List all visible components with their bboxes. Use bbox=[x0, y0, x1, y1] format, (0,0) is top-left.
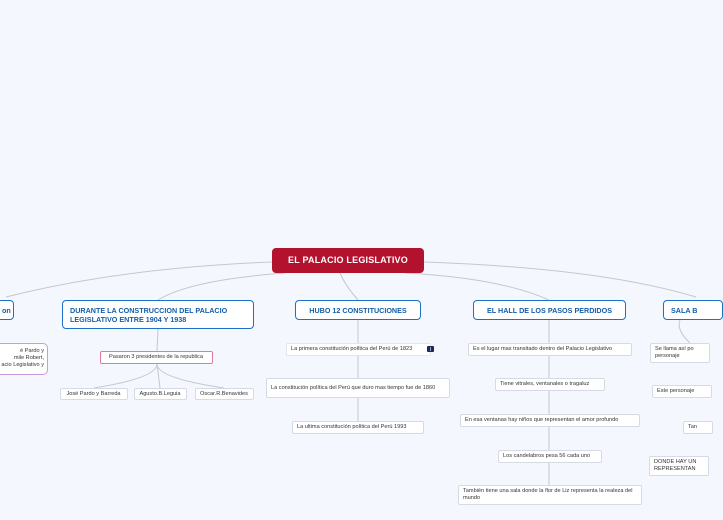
hall-item-label: En esa ventanas hay niños que representan el amor profundo bbox=[465, 417, 619, 423]
branch-construccion[interactable] bbox=[62, 300, 254, 329]
left-partial-note-line: acio Legislativo y bbox=[1, 362, 44, 368]
branch-sala[interactable] bbox=[663, 300, 723, 320]
left-partial-note-line: é Pardo y bbox=[20, 348, 44, 354]
sala-item[interactable] bbox=[649, 456, 709, 476]
president-item-label: José Pardo y Barreda bbox=[66, 390, 121, 397]
sala-item[interactable] bbox=[650, 343, 710, 363]
branch-left-partial[interactable] bbox=[0, 300, 14, 320]
hall-item[interactable] bbox=[495, 378, 605, 391]
sala-item[interactable] bbox=[683, 421, 713, 434]
constitucion-item-1823[interactable] bbox=[286, 343, 431, 356]
presidents-label[interactable] bbox=[100, 351, 213, 364]
constitucion-item-1860[interactable] bbox=[266, 378, 450, 398]
hall-item[interactable] bbox=[498, 450, 602, 463]
presidents-label-text: Pasaron 3 presidentes de la republica bbox=[109, 354, 203, 360]
branch-construccion-label: DURANTE LA CONSTRUCCION DEL PALACIO LEGISLATIVO ENTRE 1904 Y 1938 bbox=[70, 305, 228, 324]
hall-item[interactable] bbox=[458, 485, 642, 505]
president-item-leguia[interactable] bbox=[134, 388, 187, 400]
branch-left-partial-label: on bbox=[2, 305, 11, 315]
sala-item-label: Se llama así po personaje bbox=[655, 346, 694, 359]
hall-item-label: Es el lugar mas transitado dentro del Palacio Legislativo bbox=[473, 346, 612, 352]
sala-item-label: Este personaje bbox=[657, 388, 695, 394]
president-item-pardo[interactable] bbox=[60, 388, 128, 400]
constitucion-item-label: La ultima constitución política del Perú 1993 bbox=[297, 424, 407, 430]
sala-item-label: DONDE HAY UN REPRESENTAN bbox=[654, 459, 697, 472]
hall-item[interactable] bbox=[468, 343, 632, 356]
root-topic[interactable]: EL PALACIO LEGISLATIVO bbox=[272, 248, 424, 273]
book-icon bbox=[427, 346, 434, 352]
branch-hall-label: EL HALL DE LOS PASOS PERDIDOS bbox=[486, 305, 612, 315]
constitucion-item-label: La primera constitución política del Perú de 1823 bbox=[291, 346, 413, 352]
constitucion-item-1993[interactable] bbox=[292, 421, 424, 434]
hall-item-label: Los candelabros pesa 56 cada uno bbox=[503, 453, 591, 459]
branch-constituciones-label: HUBO 12 CONSTITUCIONES bbox=[309, 305, 407, 315]
left-partial-note-line: mile Robert, bbox=[13, 355, 44, 361]
sala-item-label: Tan bbox=[688, 424, 698, 430]
left-partial-note[interactable] bbox=[0, 343, 48, 375]
president-item-label: Oscar.R.Benavides bbox=[200, 390, 248, 397]
constitucion-item-label: La constitución política del Perú que duro mas tiempo fue de 1860 bbox=[271, 384, 436, 391]
hall-item[interactable] bbox=[460, 414, 640, 427]
hall-item-label: También tiene una sala donde la flor de Liz representa la realeza del mundo bbox=[463, 488, 633, 501]
sala-item[interactable] bbox=[652, 385, 712, 398]
president-item-benavides[interactable] bbox=[195, 388, 254, 400]
branch-hall-pasos-perdidos[interactable] bbox=[473, 300, 626, 320]
branch-sala-label: SALA B bbox=[671, 305, 698, 315]
hall-item-label: Tiene vitrales, ventanales o tragaluz bbox=[500, 381, 590, 387]
branch-constituciones[interactable] bbox=[295, 300, 421, 320]
president-item-label: Agusto.B.Leguia bbox=[139, 390, 181, 397]
